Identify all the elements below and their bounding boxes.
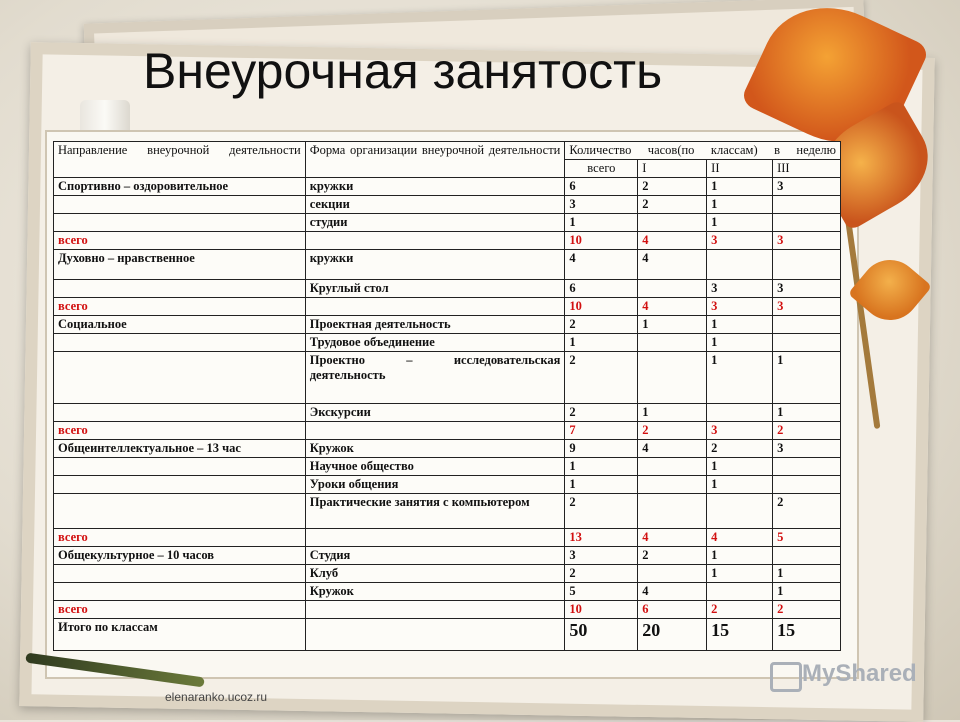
cell-direction: Духовно – нравственное bbox=[54, 250, 306, 280]
table-row bbox=[54, 316, 841, 334]
table-row bbox=[54, 404, 841, 422]
cell-form: кружки bbox=[305, 250, 565, 280]
cell-form bbox=[305, 601, 565, 619]
cell-direction bbox=[54, 494, 306, 529]
cell-hours-class-2 bbox=[707, 583, 773, 601]
cell-hours-class-1: 4 bbox=[638, 583, 707, 601]
cell-direction bbox=[54, 404, 306, 422]
cell-hours-class-2 bbox=[707, 250, 773, 280]
cell-hours-class-1: 2 bbox=[638, 196, 707, 214]
cell-hours-total: 10 bbox=[565, 298, 638, 316]
cell-form: Уроки общения bbox=[305, 476, 565, 494]
table-header-row bbox=[54, 142, 841, 160]
cell-hours-total: 2 bbox=[565, 404, 638, 422]
cell-form: Экскурсии bbox=[305, 404, 565, 422]
total-row bbox=[54, 232, 841, 250]
cell-form: Проектная деятельность bbox=[305, 316, 565, 334]
cell-hours-class-2: 2 bbox=[707, 440, 773, 458]
table-row bbox=[54, 583, 841, 601]
cell-hours-class-2: 1 bbox=[707, 196, 773, 214]
cell-hours-class-1 bbox=[638, 565, 707, 583]
cell-form: секции bbox=[305, 196, 565, 214]
activities-table bbox=[53, 141, 841, 651]
cell-hours-class-3 bbox=[773, 547, 841, 565]
cell-hours-class-1: 2 bbox=[638, 422, 707, 440]
cell-hours-class-3: 3 bbox=[773, 440, 841, 458]
table-row bbox=[54, 565, 841, 583]
cell-form: кружки bbox=[305, 178, 565, 196]
cell-hours-class-1: 1 bbox=[638, 316, 707, 334]
cell-direction bbox=[54, 334, 306, 352]
cell-direction: всего bbox=[54, 232, 306, 250]
cell-hours-total: 1 bbox=[565, 476, 638, 494]
cell-hours-class-1: 4 bbox=[638, 529, 707, 547]
cell-form: Студия bbox=[305, 547, 565, 565]
cell-hours-class-3: 3 bbox=[773, 298, 841, 316]
cell-hours-total: 10 bbox=[565, 601, 638, 619]
table-row bbox=[54, 458, 841, 476]
cell-hours-class-3: 2 bbox=[773, 422, 841, 440]
total-row bbox=[54, 601, 841, 619]
cell-direction: всего bbox=[54, 298, 306, 316]
table-row bbox=[54, 494, 841, 529]
total-row bbox=[54, 422, 841, 440]
cell-hours-class-2: 1 bbox=[707, 334, 773, 352]
header-hours: Количество часов(по классам) в неделю bbox=[565, 142, 841, 160]
table-row bbox=[54, 440, 841, 458]
cell-direction bbox=[54, 280, 306, 298]
cell-form: Научное общество bbox=[305, 458, 565, 476]
cell-direction: всего bbox=[54, 601, 306, 619]
table-row bbox=[54, 178, 841, 196]
cell-hours-class-2: 4 bbox=[707, 529, 773, 547]
cell-form bbox=[305, 232, 565, 250]
cell-hours-class-3: 15 bbox=[773, 619, 841, 651]
cell-hours-total: 2 bbox=[565, 352, 638, 404]
table-row bbox=[54, 547, 841, 565]
cell-hours-class-1: 1 bbox=[638, 404, 707, 422]
cell-form: Кружок bbox=[305, 440, 565, 458]
table-row bbox=[54, 250, 841, 280]
cell-hours-class-1 bbox=[638, 352, 707, 404]
cell-hours-total: 2 bbox=[565, 565, 638, 583]
table-row bbox=[54, 476, 841, 494]
cell-hours-total: 13 bbox=[565, 529, 638, 547]
subheader-class-3: III bbox=[773, 160, 841, 178]
cell-form bbox=[305, 619, 565, 651]
cell-hours-class-3: 2 bbox=[773, 494, 841, 529]
cell-form bbox=[305, 529, 565, 547]
cell-hours-class-1: 20 bbox=[638, 619, 707, 651]
cell-hours-class-1 bbox=[638, 476, 707, 494]
cell-hours-class-2: 1 bbox=[707, 565, 773, 583]
cell-hours-class-2: 1 bbox=[707, 178, 773, 196]
table-row bbox=[54, 280, 841, 298]
total-row bbox=[54, 298, 841, 316]
cell-direction: Спортивно – оздоровительное bbox=[54, 178, 306, 196]
total-row bbox=[54, 529, 841, 547]
cell-hours-class-3: 3 bbox=[773, 280, 841, 298]
cell-hours-class-3: 3 bbox=[773, 178, 841, 196]
cell-hours-total: 3 bbox=[565, 196, 638, 214]
header-direction: Направление внеурочной деятельности bbox=[54, 142, 306, 178]
cell-direction: Общеинтеллектуальное – 13 час bbox=[54, 440, 306, 458]
cell-form bbox=[305, 298, 565, 316]
cell-hours-class-3 bbox=[773, 196, 841, 214]
cell-direction bbox=[54, 476, 306, 494]
cell-hours-class-3: 1 bbox=[773, 404, 841, 422]
cell-hours-class-1 bbox=[638, 458, 707, 476]
cell-hours-total: 9 bbox=[565, 440, 638, 458]
cell-hours-class-3: 2 bbox=[773, 601, 841, 619]
myshared-logo-icon bbox=[770, 662, 802, 692]
grand-total-row bbox=[54, 619, 841, 651]
cell-form: Трудовое объединение bbox=[305, 334, 565, 352]
cell-form: Практические занятия с компьютером bbox=[305, 494, 565, 529]
cell-form bbox=[305, 422, 565, 440]
watermark: MyShared bbox=[802, 660, 917, 687]
cell-hours-class-3 bbox=[773, 316, 841, 334]
cell-hours-class-3: 1 bbox=[773, 565, 841, 583]
cell-hours-class-2 bbox=[707, 494, 773, 529]
cell-hours-class-1: 4 bbox=[638, 232, 707, 250]
cell-hours-total: 50 bbox=[565, 619, 638, 651]
cell-hours-class-1 bbox=[638, 334, 707, 352]
cell-hours-class-2: 3 bbox=[707, 280, 773, 298]
cell-hours-total: 2 bbox=[565, 494, 638, 529]
cell-direction bbox=[54, 352, 306, 404]
cell-form: Проектно – исследовательская деятельность bbox=[305, 352, 565, 404]
cell-hours-class-2: 1 bbox=[707, 547, 773, 565]
cell-hours-class-3: 5 bbox=[773, 529, 841, 547]
cell-hours-total: 6 bbox=[565, 178, 638, 196]
cell-hours-class-2: 2 bbox=[707, 601, 773, 619]
cell-form: Клуб bbox=[305, 565, 565, 583]
cell-hours-class-2: 3 bbox=[707, 298, 773, 316]
cell-direction: Социальное bbox=[54, 316, 306, 334]
cell-hours-total: 5 bbox=[565, 583, 638, 601]
cell-hours-total: 7 bbox=[565, 422, 638, 440]
cell-hours-class-2: 1 bbox=[707, 214, 773, 232]
subheader-class-2: II bbox=[707, 160, 773, 178]
cell-hours-class-2: 3 bbox=[707, 422, 773, 440]
cell-hours-class-2 bbox=[707, 404, 773, 422]
cell-hours-class-2: 3 bbox=[707, 232, 773, 250]
cell-hours-class-1: 2 bbox=[638, 178, 707, 196]
cell-hours-class-2: 1 bbox=[707, 316, 773, 334]
cell-hours-class-2: 1 bbox=[707, 458, 773, 476]
cell-direction bbox=[54, 458, 306, 476]
cell-hours-class-1 bbox=[638, 280, 707, 298]
cell-hours-class-3: 3 bbox=[773, 232, 841, 250]
cell-hours-class-1: 4 bbox=[638, 298, 707, 316]
table-row bbox=[54, 214, 841, 232]
cell-direction: Итого по классам bbox=[54, 619, 306, 651]
cell-hours-total: 10 bbox=[565, 232, 638, 250]
table-row bbox=[54, 334, 841, 352]
cell-hours-total: 1 bbox=[565, 214, 638, 232]
cell-hours-class-1: 2 bbox=[638, 547, 707, 565]
cell-direction bbox=[54, 214, 306, 232]
cell-hours-total: 2 bbox=[565, 316, 638, 334]
cell-direction bbox=[54, 196, 306, 214]
cell-direction: всего bbox=[54, 529, 306, 547]
table-row bbox=[54, 352, 841, 404]
cell-hours-class-1: 6 bbox=[638, 601, 707, 619]
cell-hours-class-3 bbox=[773, 214, 841, 232]
footer-url: elenaranko.ucoz.ru bbox=[165, 690, 268, 704]
cell-hours-total: 1 bbox=[565, 334, 638, 352]
header-form: Форма организации внеурочной деятельности bbox=[305, 142, 565, 178]
subheader-total: всего bbox=[565, 160, 638, 178]
cell-form: студии bbox=[305, 214, 565, 232]
cell-hours-class-1: 4 bbox=[638, 250, 707, 280]
cell-hours-class-2: 1 bbox=[707, 352, 773, 404]
cell-hours-class-1: 4 bbox=[638, 440, 707, 458]
cell-form: Кружок bbox=[305, 583, 565, 601]
cell-hours-class-3: 1 bbox=[773, 352, 841, 404]
cell-hours-total: 4 bbox=[565, 250, 638, 280]
cell-hours-total: 6 bbox=[565, 280, 638, 298]
cell-hours-class-3 bbox=[773, 458, 841, 476]
cell-hours-class-2: 15 bbox=[707, 619, 773, 651]
cell-direction: всего bbox=[54, 422, 306, 440]
subheader-class-1: I bbox=[638, 160, 707, 178]
cell-direction bbox=[54, 565, 306, 583]
cell-hours-class-3 bbox=[773, 250, 841, 280]
table-row bbox=[54, 196, 841, 214]
cell-hours-class-3 bbox=[773, 334, 841, 352]
cell-hours-class-1 bbox=[638, 494, 707, 529]
cell-hours-class-2: 1 bbox=[707, 476, 773, 494]
cell-hours-class-3 bbox=[773, 476, 841, 494]
cell-hours-total: 1 bbox=[565, 458, 638, 476]
slide-title: Внеурочная занятость bbox=[143, 43, 663, 99]
cell-hours-class-3: 1 bbox=[773, 583, 841, 601]
cell-form: Круглый стол bbox=[305, 280, 565, 298]
cell-direction bbox=[54, 583, 306, 601]
cell-hours-total: 3 bbox=[565, 547, 638, 565]
cell-direction: Общекультурное – 10 часов bbox=[54, 547, 306, 565]
cell-hours-class-1 bbox=[638, 214, 707, 232]
